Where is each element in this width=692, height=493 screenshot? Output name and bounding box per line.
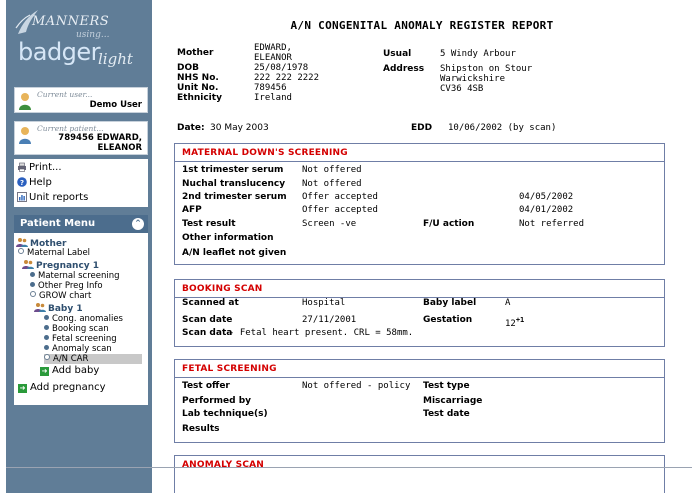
manners-logo-text: MANNERS [32,14,110,29]
gestation-label: Gestation [423,315,473,325]
scan-date-label: Scan date [182,315,233,325]
leaflet-label: A/N leaflet not given [182,248,287,258]
nuchal-label: Nuchal translucency [182,179,286,189]
scanned-at-value: Hospital [302,298,346,308]
second-trimester-value: Offer accepted [302,192,378,202]
people-icon [16,237,28,247]
mother-label: Mother [177,48,214,58]
test-result-value: Screen -ve [302,219,357,229]
section-title: BOOKING SCAN [182,284,263,294]
baby-label-value: A [505,298,511,308]
help-link[interactable]: ? Help [17,176,52,190]
radio-empty-icon [30,291,36,297]
baby-label-label: Baby label [423,298,477,308]
current-patient-box[interactable] [14,121,148,155]
tree-item-mother[interactable]: Mother [16,237,66,249]
add-pregnancy-link[interactable]: ➜ Add pregnancy [19,382,106,393]
patient-menu-title: Patient Menu [20,218,96,229]
miscarriage-label: Miscarriage [423,396,483,406]
edd-label: EDD [411,123,433,133]
section-title: MATERNAL DOWN'S SCREENING [182,148,348,158]
report-date: 30 May 2003 [210,123,269,133]
mother-forename: ELEANOR [254,53,292,63]
people-icon [22,259,34,269]
printer-icon [17,162,27,172]
test-date-label: Test date [423,409,470,419]
tree-item-maternal-label[interactable]: Maternal Label [18,248,90,258]
second-trimester-date: 04/05/2002 [519,192,574,202]
nhs-label: NHS No. [177,73,219,83]
tree-item-maternal-screening[interactable]: Maternal screening [30,271,120,281]
scan-date-value: 27/11/2001 [302,315,357,325]
address-line3: CV36 4SB [440,84,484,94]
downs-screening-section [174,143,665,265]
tree-item-booking-scan[interactable]: Booking scan [44,324,109,334]
dob-value: 25/08/1978 [254,63,309,73]
tree-item-grow-chart[interactable]: GROW chart [30,291,91,301]
radio-empty-icon [18,248,24,254]
anomaly-scan-section [174,455,665,493]
radio-empty-icon [44,354,50,360]
bullet-icon [44,345,49,350]
bullet-icon [44,335,49,340]
current-patient-caption: Current patient... [37,124,104,133]
tree-item-anomaly-scan[interactable]: Anomaly scan [44,344,112,354]
section-title: FETAL SCREENING [182,364,277,374]
bullet-icon [44,315,49,320]
address-label: Address [383,64,425,74]
tree-item-baby[interactable]: Baby 1 [34,302,83,314]
first-trimester-value: Not offered [302,165,362,175]
collapse-up-icon[interactable]: ⌃ [132,218,144,230]
first-trimester-label: 1st trimester serum [182,165,284,175]
help-icon [17,177,27,187]
sidebar [6,0,152,493]
bullet-icon [44,325,49,330]
test-result-label: Test result [182,219,236,229]
print-link[interactable]: Print... [17,161,62,175]
scan-data-value: - Fetal heart present. CRL = 58mm. [229,328,414,338]
usual-label: Usual [383,49,412,59]
add-arrow-icon: ➜ [41,367,48,375]
tree-item-fetal-screening[interactable]: Fetal screening [44,334,117,344]
edd-value: 10/06/2002 (by scan) [448,123,557,133]
add-arrow-icon: ➜ [19,384,26,392]
dob-label: DOB [177,63,199,73]
current-user-caption: Current user... [37,90,93,99]
chart-icon [17,192,27,202]
current-patient-name: 789456 EDWARD, ELEANOR [58,133,142,153]
scan-data-label: Scan data [182,328,233,338]
afp-value: Offer accepted [302,205,378,215]
afp-label: AFP [182,205,202,215]
test-offer-value: Not offered - policy [302,381,411,391]
user-avatar-icon [18,92,32,110]
test-offer-label: Test offer [182,381,230,391]
section-divider [175,297,664,298]
current-user-box [14,87,148,113]
unit-value: 789456 [254,83,287,93]
bullet-icon [30,282,35,287]
other-info-label: Other information [182,233,274,243]
test-type-label: Test type [423,381,470,391]
tree-item-cong-anomalies[interactable]: Cong. anomalies [44,314,123,324]
performed-by-label: Performed by [182,396,252,406]
bullet-icon [30,272,35,277]
scanned-at-label: Scanned at [182,298,239,308]
tree-item-pregnancy[interactable]: Pregnancy 1 [22,259,99,271]
people-icon [34,302,46,312]
manners-badger-light-logo [6,0,152,80]
sidebar-actions [14,159,148,207]
fu-action-value: Not referred [519,219,585,229]
unit-reports-link[interactable]: Unit reports [17,191,88,205]
report-title: A/N CONGENITAL ANOMALY REGISTER REPORT [290,19,554,32]
using-logo-text: using... [76,30,110,40]
patient-avatar-icon [18,126,32,144]
nuchal-value: Not offered [302,179,362,189]
afp-date: 04/01/2002 [519,205,574,215]
ethnicity-label: Ethnicity [177,93,222,103]
section-divider [175,377,664,378]
section-title: ANOMALY SCAN [182,460,265,470]
tree-item-other-preg-info[interactable]: Other Preg Info [30,281,103,291]
patient-menu-header[interactable] [14,215,148,233]
ethnicity-value: Ireland [254,93,292,103]
svg-text:?: ? [19,179,25,187]
current-user-name: Demo User [89,100,142,110]
address-line2: Warwickshire [440,74,506,84]
section-divider [175,161,664,162]
second-trimester-label: 2nd trimester serum [182,192,287,202]
nhs-value: 222 222 2222 [254,73,320,83]
lab-technique-label: Lab technique(s) [182,409,268,419]
frame-bottom-border [6,467,692,468]
fu-action-label: F/U action [423,219,475,229]
mother-surname: EDWARD, [254,43,292,53]
date-label: Date: [177,123,205,133]
gestation-value: $12^{+1}$ [505,316,525,329]
light-logo-text: light [98,50,133,68]
patient-menu-tree [14,233,148,405]
address-line1: Shipston on Stour [440,64,533,74]
unit-label: Unit No. [177,83,219,93]
add-baby-link[interactable]: ➜ Add baby [41,365,100,376]
tree-item-an-car[interactable]: A/N CAR [44,354,142,364]
badger-logo-text: badger [18,38,101,66]
usual-value: 5 Windy Arbour [440,49,516,59]
results-label: Results [182,424,220,434]
